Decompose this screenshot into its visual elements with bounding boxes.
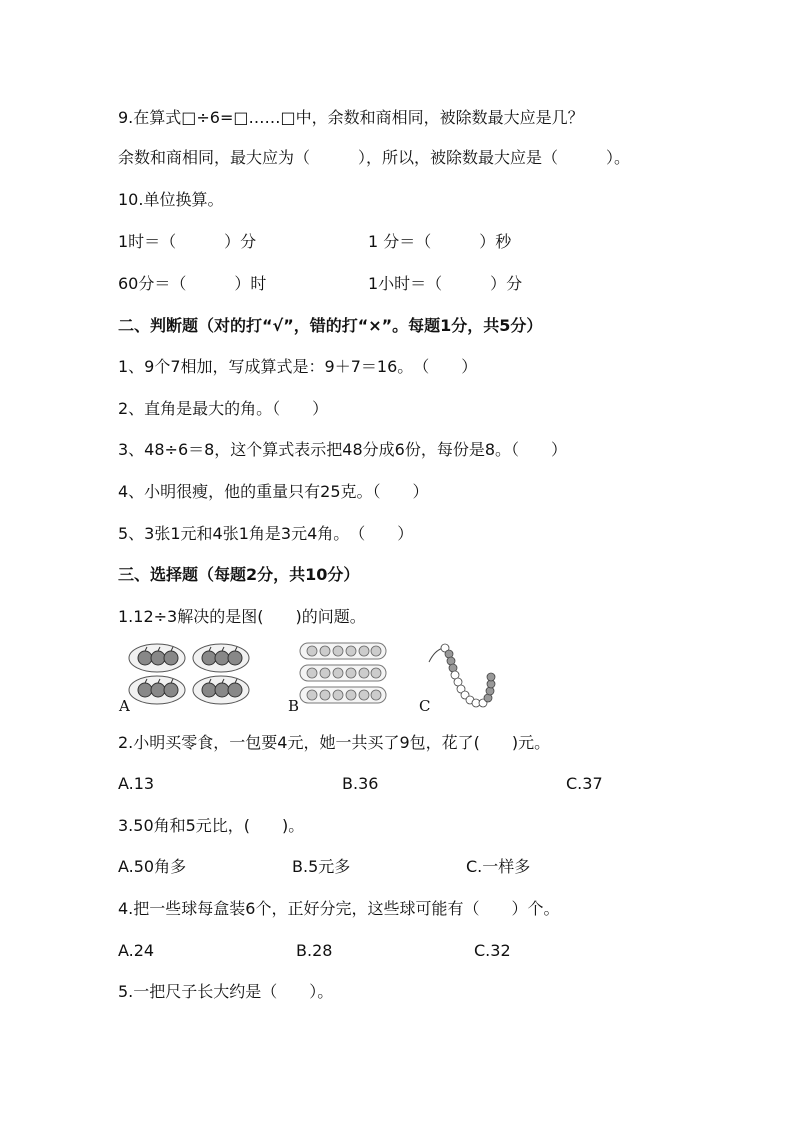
question-9: 9.在算式□÷6=□……□中，余数和商相同，被除数最大应是几？ bbox=[118, 108, 584, 127]
choice-question-1: 1.12÷3解决的是图( )的问题。 bbox=[118, 607, 366, 626]
choice-question-5: 5.一把尺子长大约是（ ）。 bbox=[118, 982, 334, 1001]
judge-item-2: 2、直角是最大的角。（ ） bbox=[118, 399, 329, 418]
question-9-answer-line: 余数和商相同，最大应为（ ），所以，被除数最大应是（ ）。 bbox=[118, 148, 631, 167]
choice-question-2: 2.小明买零食，一包要4元，她一共买了9包，花了( )元。 bbox=[118, 733, 551, 752]
choice-question-4: 4.把一些球每盒装6个，正好分完，这些球可能有（ ）个。 bbox=[118, 899, 560, 918]
figure-b-label: B bbox=[288, 697, 300, 715]
unit-conversion-2: 1 分＝（ ）秒 bbox=[368, 232, 512, 251]
choice-4-option-c: C.32 bbox=[474, 941, 511, 960]
judge-item-3: 3、48÷6＝8，这个算式表示把48分成6份，每份是8。（ ） bbox=[118, 440, 568, 459]
unit-conversion-1: 1时＝（ ）分 bbox=[118, 232, 257, 251]
choice-4-option-a: A.24 bbox=[118, 941, 155, 960]
figure-a-label: A bbox=[119, 697, 130, 715]
figure-c-label: C bbox=[419, 697, 431, 715]
choice-question-3: 3.50角和5元比，( )。 bbox=[118, 816, 305, 835]
choice-4-option-b: B.28 bbox=[296, 941, 333, 960]
choice-2-option-c: C.37 bbox=[566, 774, 603, 793]
unit-conversion-3: 60分＝（ ）时 bbox=[118, 274, 267, 293]
question-10: 10.单位换算。 bbox=[118, 190, 224, 209]
choice-3-option-c: C.一样多 bbox=[466, 857, 531, 876]
unit-conversion-4: 1小时＝（ ）分 bbox=[368, 274, 523, 293]
judge-item-1: 1、9个7相加，写成算式是：9＋7＝16。 （ ） bbox=[118, 357, 478, 376]
choice-3-option-b: B.5元多 bbox=[292, 857, 351, 876]
figure-b-apple-plates bbox=[298, 640, 390, 708]
figure-c-bead-string bbox=[425, 640, 501, 712]
choice-3-option-a: A.50角多 bbox=[118, 857, 187, 876]
choice-2-option-a: A.13 bbox=[118, 774, 155, 793]
judge-item-5: 5、3张1元和4张1角是3元4角。 （ ） bbox=[118, 524, 414, 543]
section-3-heading: 三、选择题（每题2分，共10分） bbox=[118, 565, 360, 584]
figure-a-apple-plates bbox=[128, 640, 254, 708]
judge-item-4: 4、小明很瘦，他的重量只有25克。（ ） bbox=[118, 482, 429, 501]
choice-2-option-b: B.36 bbox=[342, 774, 379, 793]
section-2-heading: 二、判断题（对的打“√”，错的打“×”。每题1分，共5分） bbox=[118, 316, 543, 335]
